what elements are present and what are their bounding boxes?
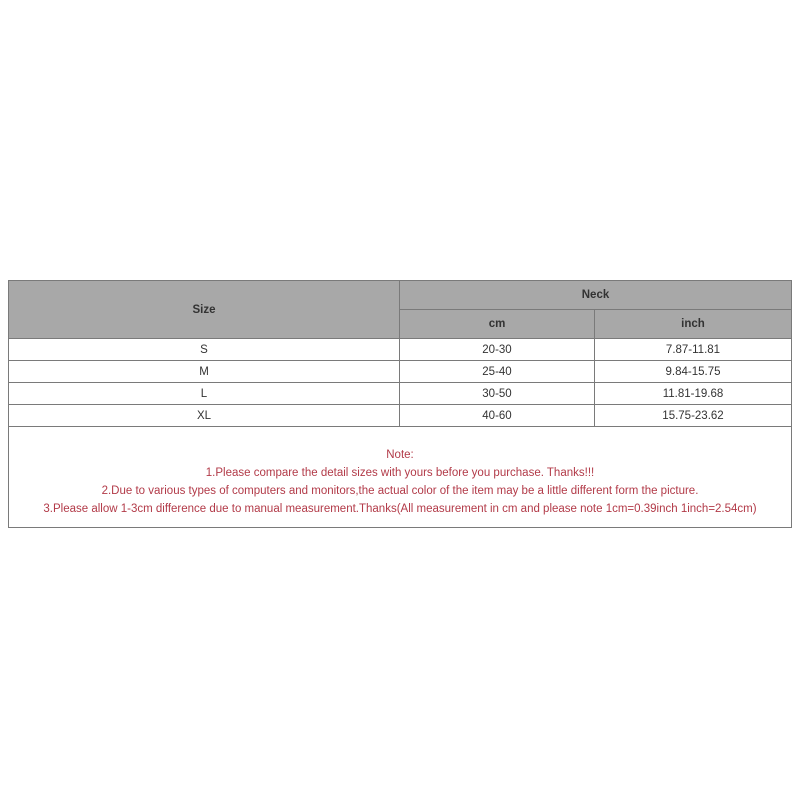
notes-row xyxy=(9,427,792,528)
neck-group-header: Neck xyxy=(400,281,792,310)
table-row xyxy=(9,361,792,383)
table-row xyxy=(9,383,792,405)
cm-column-header: cm xyxy=(400,310,595,339)
note-line-3: 3.Please allow 1-3cm difference due to manual measurement.Thanks(All measurement in cm and please note 1cm=0.39inch 1inch=2.54cm) xyxy=(43,503,757,515)
size-cell: XL xyxy=(9,405,400,427)
note-line-2: 2.Due to various types of computers and monitors,the actual color of the item may be a little different form the picture. xyxy=(101,485,699,497)
size-cell: S xyxy=(9,339,400,361)
size-chart-table xyxy=(8,280,792,528)
inch-cell: 15.75-23.62 xyxy=(595,405,792,427)
inch-cell: 11.81-19.68 xyxy=(595,383,792,405)
size-column-header: Size xyxy=(9,281,400,339)
inch-cell: 9.84-15.75 xyxy=(595,361,792,383)
size-cell: M xyxy=(9,361,400,383)
inch-cell: 7.87-11.81 xyxy=(595,339,792,361)
cm-cell: 25-40 xyxy=(400,361,595,383)
note-line-1: 1.Please compare the detail sizes with yours before you purchase. Thanks!!! xyxy=(205,467,595,479)
note-title: Note: xyxy=(386,449,414,461)
cm-cell: 20-30 xyxy=(400,339,595,361)
header-row xyxy=(9,281,792,310)
table-row xyxy=(9,405,792,427)
table-row xyxy=(9,339,792,361)
notes-cell xyxy=(9,427,792,528)
cm-cell: 30-50 xyxy=(400,383,595,405)
cm-cell: 40-60 xyxy=(400,405,595,427)
inch-column-header: inch xyxy=(595,310,792,339)
size-cell: L xyxy=(9,383,400,405)
